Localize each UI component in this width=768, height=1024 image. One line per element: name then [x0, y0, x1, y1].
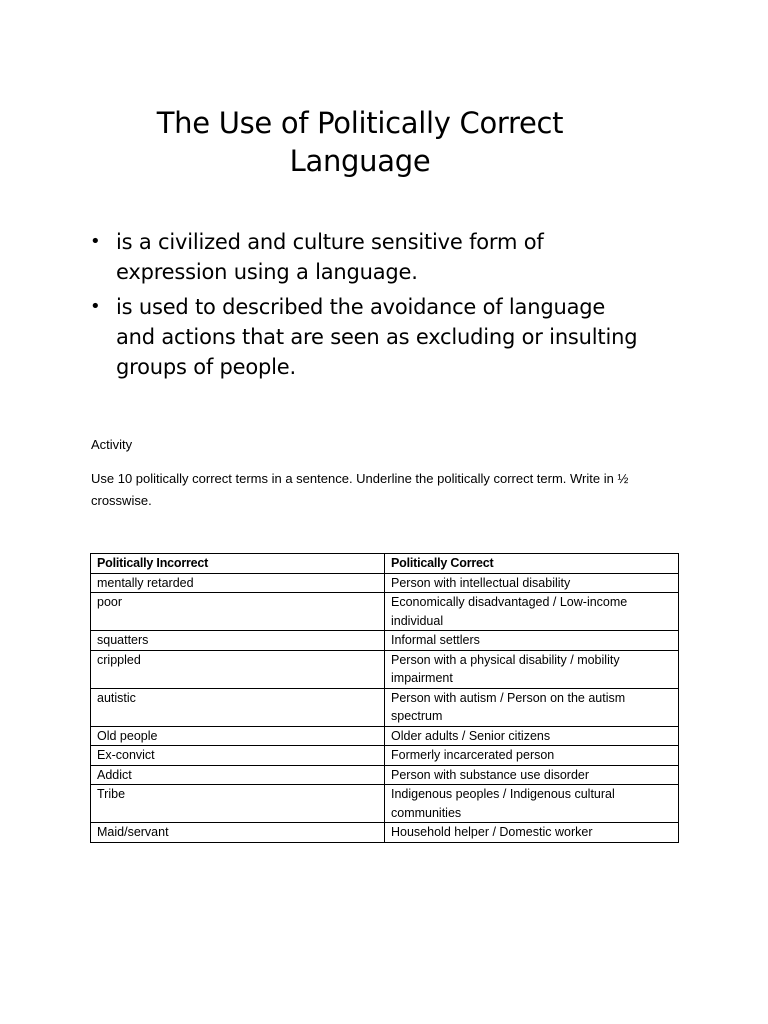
bullet-icon: • [90, 296, 101, 317]
table-header-row [91, 554, 679, 574]
incorrect-term-cell: Ex-convict [91, 746, 385, 766]
table-row [91, 785, 679, 823]
correct-term-cell: Formerly incarcerated person [385, 746, 679, 766]
incorrect-term-cell: mentally retarded [91, 573, 385, 593]
incorrect-term-cell: autistic [91, 688, 385, 726]
table-row [91, 650, 679, 688]
incorrect-term-cell: poor [91, 593, 385, 631]
bullet-text: is a civilized and culture sensitive form of expression using a language. [116, 230, 544, 284]
correct-term-cell: Person with substance use disorder [385, 765, 679, 785]
table-row [91, 726, 679, 746]
activity-instructions: Use 10 politically correct terms in a sentence. Underline the politically correct term. Write in ½ crosswise. [91, 471, 629, 508]
incorrect-term-cell: Old people [91, 726, 385, 746]
correct-term-cell: Indigenous peoples / Indigenous cultural communities [385, 785, 679, 823]
header-politically-correct: Politically Correct [385, 554, 679, 574]
table-row [91, 593, 679, 631]
title-line-1: The Use of Politically Correct [156, 106, 564, 140]
correct-term-cell: Older adults / Senior citizens [385, 726, 679, 746]
correct-term-cell: Person with a physical disability / mobility impairment [385, 650, 679, 688]
correct-term-cell: Economically disadvantaged / Low-income individual [385, 593, 679, 631]
incorrect-term-cell: squatters [91, 631, 385, 651]
table-row [91, 573, 679, 593]
incorrect-term-cell: Tribe [91, 785, 385, 823]
table-row [91, 823, 679, 843]
correct-term-cell: Person with autism / Person on the autism spectrum [385, 688, 679, 726]
table-row [91, 746, 679, 766]
table-row [91, 765, 679, 785]
title-line-2: Language [289, 144, 431, 178]
incorrect-term-cell: Addict [91, 765, 385, 785]
bullet-item [90, 227, 650, 287]
incorrect-term-cell: Maid/servant [91, 823, 385, 843]
page-title [90, 104, 630, 180]
correct-term-cell: Person with intellectual disability [385, 573, 679, 593]
header-politically-incorrect: Politically Incorrect [91, 554, 385, 574]
bullet-item [90, 292, 650, 382]
correct-term-cell: Household helper / Domestic worker [385, 823, 679, 843]
activity-heading: Activity [91, 437, 133, 452]
bullet-text: is used to described the avoidance of language and actions that are seen as excluding or insulting groups of people. [116, 295, 638, 379]
terms-table [90, 553, 679, 843]
definition-bullet-list [90, 227, 650, 387]
bullet-icon: • [90, 231, 101, 252]
correct-term-cell: Informal settlers [385, 631, 679, 651]
table-row [91, 688, 679, 726]
table-row [91, 631, 679, 651]
incorrect-term-cell: crippled [91, 650, 385, 688]
